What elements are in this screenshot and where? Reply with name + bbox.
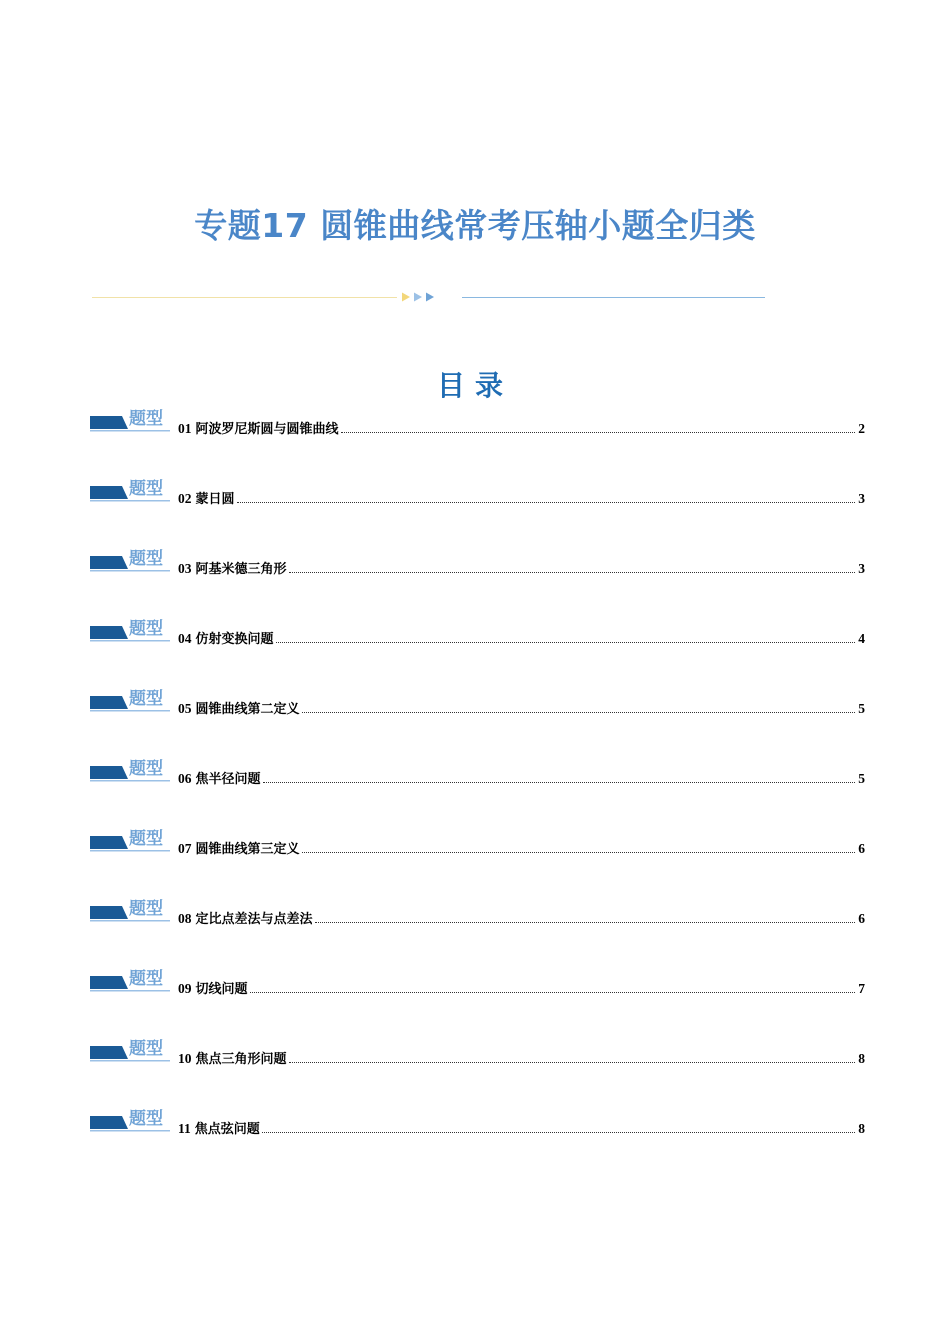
- badge-label: 题型: [129, 1039, 163, 1059]
- dot-leader: [250, 992, 856, 993]
- question-type-badge: [90, 619, 172, 643]
- toc-entry-page: 5: [858, 771, 865, 786]
- question-type-badge: [90, 829, 172, 853]
- question-type-badge: [90, 479, 172, 503]
- badge-label: 题型: [129, 619, 163, 639]
- badge-label: 题型: [129, 1109, 163, 1129]
- dot-leader: [289, 572, 856, 573]
- toc-heading: 目录: [436, 369, 513, 403]
- toc-entry-line: [178, 767, 865, 787]
- toc-entry-page: 7: [858, 981, 865, 996]
- toc-entry-page: 3: [858, 561, 865, 576]
- toc-entry[interactable]: [90, 1108, 865, 1178]
- toc-entry-title: 圆锥曲线第二定义: [195, 702, 300, 717]
- dot-leader: [341, 432, 856, 433]
- toc-entry-line: [178, 837, 865, 857]
- toc-entry-line: [178, 627, 865, 647]
- toc-entry-title: 焦点弦问题: [194, 1122, 260, 1137]
- toc-entry-title: 阿波罗尼斯圆与圆锥曲线: [195, 422, 339, 437]
- toc-entry-line: [178, 1047, 865, 1067]
- question-type-badge: [90, 549, 172, 573]
- toc-entry-page: 5: [858, 701, 865, 716]
- toc-entry-line: [178, 907, 865, 927]
- table-of-contents: [90, 408, 865, 1178]
- toc-entry[interactable]: [90, 478, 865, 548]
- toc-entry-line: [178, 977, 865, 997]
- toc-entry-line: [178, 557, 865, 577]
- triple-arrow-icon: [402, 291, 442, 303]
- toc-entry-title: 定比点差法与点差法: [195, 912, 313, 927]
- question-type-badge: [90, 969, 172, 993]
- toc-entry-title: 切线问题: [195, 982, 248, 997]
- badge-label: 题型: [129, 479, 163, 499]
- toc-entry-page: 8: [858, 1051, 865, 1066]
- toc-entry[interactable]: [90, 828, 865, 898]
- toc-entry-page: 6: [858, 841, 865, 856]
- toc-entry-title: 蒙日圆: [195, 492, 235, 507]
- badge-label: 题型: [129, 759, 163, 779]
- dot-leader: [302, 712, 856, 713]
- badge-label: 题型: [129, 899, 163, 919]
- toc-entry-title: 阿基米德三角形: [195, 562, 287, 577]
- toc-entry[interactable]: [90, 618, 865, 688]
- toc-entry-number: 01: [178, 421, 192, 436]
- toc-entry[interactable]: [90, 548, 865, 618]
- toc-entry-number: 07: [178, 841, 192, 856]
- question-type-badge: [90, 759, 172, 783]
- badge-label: 题型: [129, 409, 163, 429]
- dot-leader: [237, 502, 856, 503]
- dot-leader: [276, 642, 856, 643]
- toc-entry-number: 10: [178, 1051, 192, 1066]
- toc-entry-number: 04: [178, 631, 192, 646]
- toc-entry-line: [178, 487, 865, 507]
- toc-entry-number: 09: [178, 981, 192, 996]
- toc-entry-number: 06: [178, 771, 192, 786]
- toc-entry-title: 圆锥曲线第三定义: [195, 842, 300, 857]
- dot-leader: [263, 782, 856, 783]
- toc-entry-line: [178, 697, 865, 717]
- toc-entry-number: 02: [178, 491, 192, 506]
- question-type-badge: [90, 409, 172, 433]
- toc-entry-number: 11: [178, 1121, 191, 1136]
- toc-entry-number: 08: [178, 911, 192, 926]
- dot-leader: [289, 1062, 856, 1063]
- document-title: 专题17 圆锥曲线常考压轴小题全归类: [194, 206, 756, 246]
- title-divider-right: [462, 297, 765, 298]
- toc-entry-number: 03: [178, 561, 192, 576]
- dot-leader: [315, 922, 856, 923]
- dot-leader: [262, 1132, 855, 1133]
- toc-entry[interactable]: [90, 898, 865, 968]
- toc-entry-page: 4: [858, 631, 865, 646]
- question-type-badge: [90, 689, 172, 713]
- question-type-badge: [90, 1109, 172, 1133]
- dot-leader: [302, 852, 856, 853]
- toc-entry-number: 05: [178, 701, 192, 716]
- toc-entry-page: 2: [858, 421, 865, 436]
- toc-entry-title: 仿射变换问题: [195, 632, 274, 647]
- toc-entry[interactable]: [90, 1038, 865, 1108]
- toc-entry[interactable]: [90, 968, 865, 1038]
- toc-entry-line: [178, 1117, 865, 1137]
- toc-entry-page: 8: [858, 1121, 865, 1136]
- title-divider-left: [92, 297, 397, 298]
- badge-label: 题型: [129, 549, 163, 569]
- toc-entry[interactable]: [90, 408, 865, 478]
- toc-entry-title: 焦点三角形问题: [195, 1052, 287, 1067]
- badge-label: 题型: [129, 829, 163, 849]
- toc-entry[interactable]: [90, 688, 865, 758]
- toc-entry-page: 3: [858, 491, 865, 506]
- toc-entry-line: [178, 417, 865, 437]
- badge-label: 题型: [129, 689, 163, 709]
- question-type-badge: [90, 1039, 172, 1063]
- badge-label: 题型: [129, 969, 163, 989]
- toc-entry[interactable]: [90, 758, 865, 828]
- toc-entry-title: 焦半径问题: [195, 772, 261, 787]
- toc-entry-page: 6: [858, 911, 865, 926]
- question-type-badge: [90, 899, 172, 923]
